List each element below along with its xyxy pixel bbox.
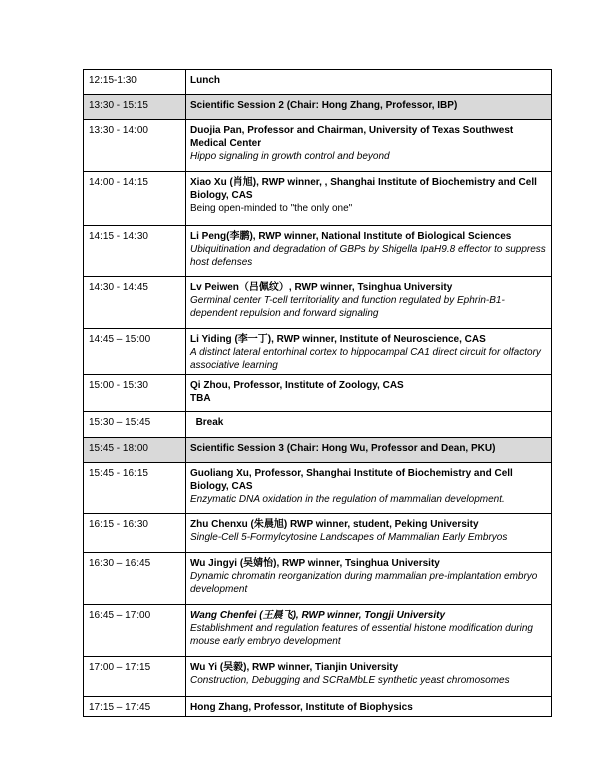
schedule-row [84,375,552,412]
schedule-row [84,120,552,172]
talk-speaker: Duojia Pan, Professor and Chairman, University of Texas Southwest Medical Center [190,125,517,149]
talk-speaker: Wang Chenfei (王晨飞), RWP winner, Tongji University [190,610,446,621]
talk-speaker: Wu Jingyi (吴婧怡), RWP winner, Tsinghua University [190,558,440,569]
talk-speaker: Guoliang Xu, Professor, Shanghai Institute of Biochemistry and Cell Biology, CAS [190,468,516,492]
time-cell: 14:30 - 14:45 [84,277,186,329]
session-header-cell [186,438,552,463]
talk-speaker: Xiao Xu (肖旭), RWP winner, , Shanghai Institute of Biochemistry and Cell Biology, CAS [190,177,540,201]
talk-title: TBA [190,393,211,404]
talk-title: Ubiquitination and degradation of GBPs by Shigella IpaH9.8 effector to suppress host defenses [190,244,549,268]
talk-speaker: Break [190,417,224,428]
talk-title: Enzymatic DNA oxidation in the regulation of mammalian development. [190,494,505,505]
talk-speaker: Zhu Chenxu (朱晨旭) RWP winner, student, Peking University [190,519,479,530]
talk-cell [186,172,552,226]
talk-cell [186,375,552,412]
schedule-row [84,70,552,95]
time-cell: 14:45 – 15:00 [84,329,186,375]
schedule-body [84,70,552,717]
time-cell: 13:30 - 14:00 [84,120,186,172]
schedule-row [84,697,552,717]
time-cell: 13:30 - 15:15 [84,95,186,120]
schedule-row [84,226,552,277]
time-cell: 16:45 – 17:00 [84,605,186,657]
time-cell: 17:00 – 17:15 [84,657,186,697]
schedule-row [84,438,552,463]
schedule-row [84,172,552,226]
time-cell: 14:00 - 14:15 [84,172,186,226]
schedule-row [84,605,552,657]
talk-speaker: Li Yiding (李一丁), RWP winner, Institute of Neuroscience, CAS [190,334,486,345]
schedule-row [84,463,552,514]
time-cell: 16:15 - 16:30 [84,514,186,553]
schedule-table [83,69,552,717]
talk-speaker: Wu Yi (吴毅), RWP winner, Tianjin University [190,662,399,673]
talk-speaker: Li Peng(李鹏), RWP winner, National Institute of Biological Sciences [190,231,512,242]
talk-title: Hippo signaling in growth control and beyond [190,151,390,162]
talk-cell [186,277,552,329]
time-cell: 15:30 – 15:45 [84,412,186,438]
schedule-row [84,277,552,329]
schedule-row [84,95,552,120]
schedule-row [84,329,552,375]
schedule-row [84,412,552,438]
talk-speaker: Lunch [190,75,220,86]
time-cell: 15:00 - 15:30 [84,375,186,412]
talk-cell [186,657,552,697]
talk-title: A distinct lateral entorhinal cortex to hippocampal CA1 direct circuit for olfactory associative learning [190,347,544,371]
talk-title: Construction, Debugging and SCRaMbLE synthetic yeast chromosomes [190,675,510,686]
schedule-row [84,514,552,553]
talk-speaker: Qi Zhou, Professor, Institute of Zoology, CAS [190,380,404,391]
schedule-row [84,553,552,605]
talk-title: Being open-minded to "the only one" [190,203,353,214]
talk-cell [186,553,552,605]
talk-title: Single-Cell 5-Formylcytosine Landscapes of Mammalian Early Embryos [190,532,508,543]
talk-title: Germinal center T-cell territoriality and function regulated by Ephrin-B1-dependent repulsion and forward signaling [190,295,505,319]
schedule-row [84,657,552,697]
time-cell: 15:45 - 16:15 [84,463,186,514]
talk-speaker: Scientific Session 3 (Chair: Hong Wu, Professor and Dean, PKU) [190,443,496,454]
talk-cell [186,412,552,438]
session-header-cell [186,95,552,120]
time-cell: 17:15 – 17:45 [84,697,186,717]
talk-cell [186,514,552,553]
talk-cell [186,70,552,95]
talk-title: Establishment and regulation features of essential histone modification during mouse early embryo development [190,623,536,647]
talk-speaker: Scientific Session 2 (Chair: Hong Zhang, Professor, IBP) [190,100,458,111]
talk-speaker: Hong Zhang, Professor, Institute of Biophysics [190,702,413,713]
talk-cell [186,605,552,657]
time-cell: 16:30 – 16:45 [84,553,186,605]
time-cell: 14:15 - 14:30 [84,226,186,277]
talk-cell [186,226,552,277]
time-cell: 15:45 - 18:00 [84,438,186,463]
time-cell: 12:15-1:30 [84,70,186,95]
talk-cell [186,463,552,514]
talk-cell [186,329,552,375]
talk-cell [186,120,552,172]
talk-cell [186,697,552,717]
talk-title: Dynamic chromatin reorganization during mammalian pre-implantation embryo development [190,571,541,595]
talk-speaker: Lv Peiwen（吕佩纹）, RWP winner, Tsinghua University [190,282,453,293]
